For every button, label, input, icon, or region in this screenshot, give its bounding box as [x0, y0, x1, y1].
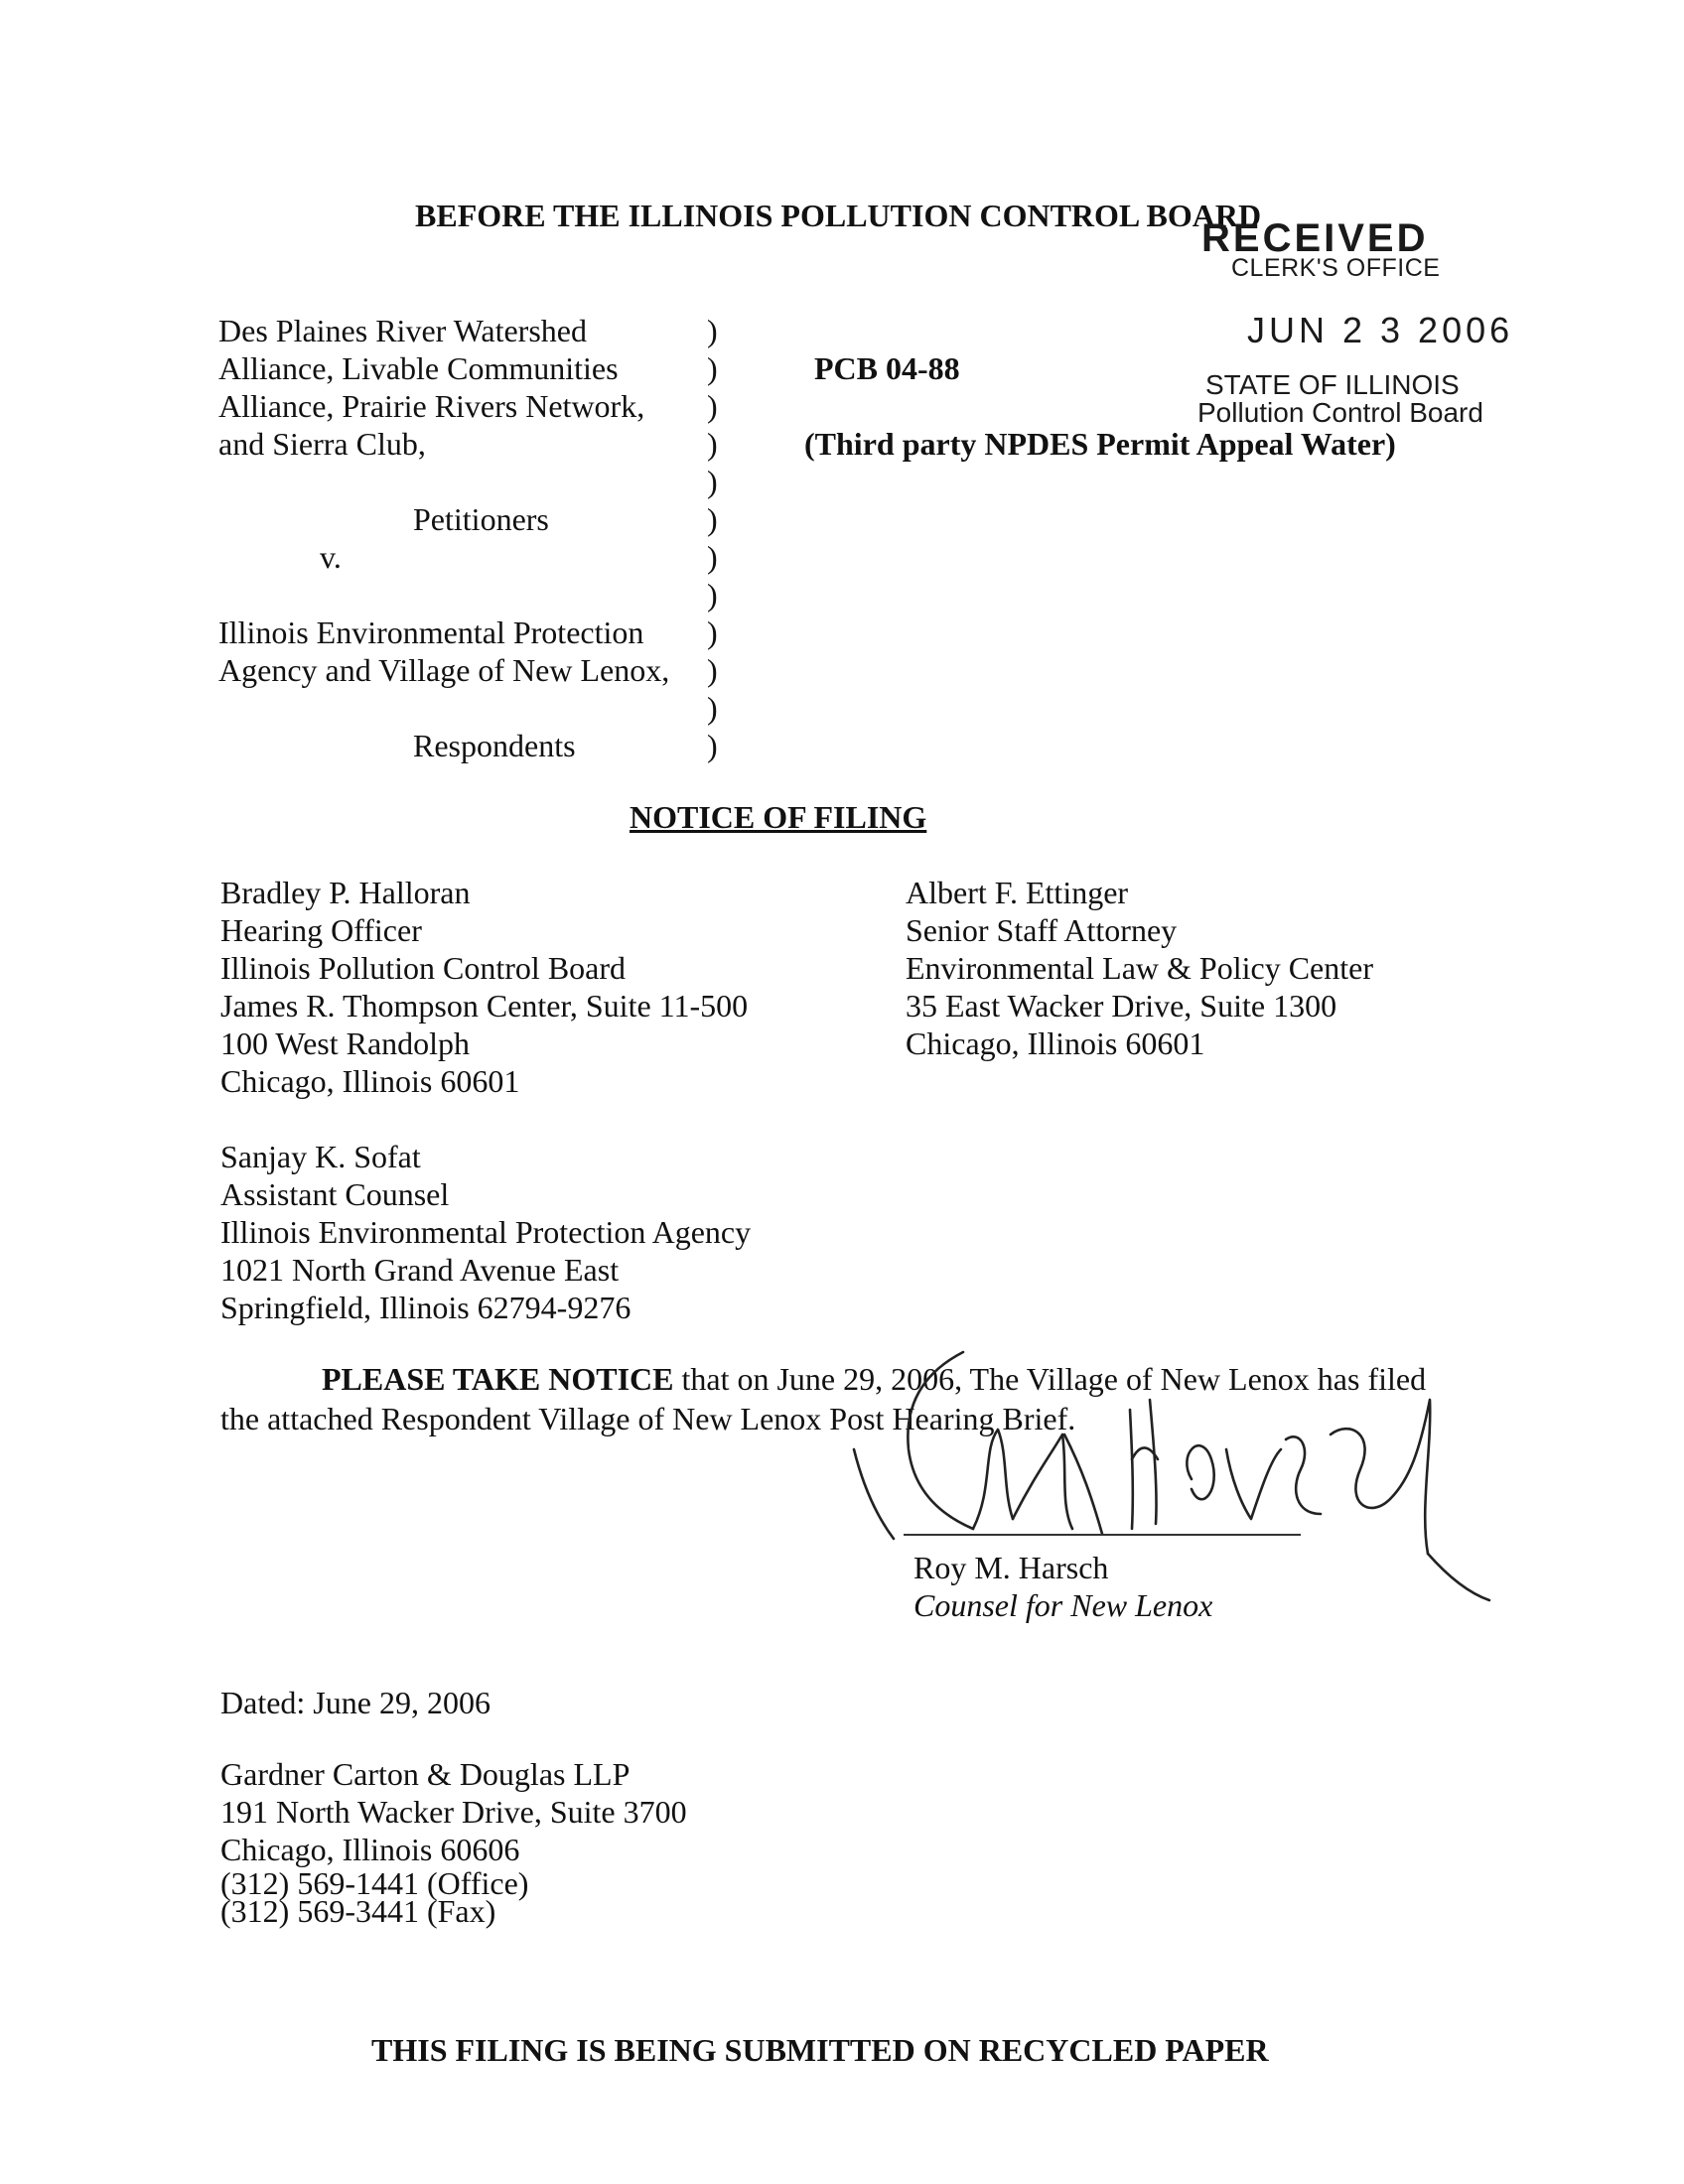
notice-line1-rest: that on June 29, 2006, The Village of New Lenox has filed: [673, 1361, 1427, 1397]
recipient-line: Environmental Law & Policy Center: [906, 950, 1373, 986]
recipient-line: Chicago, Illinois 60601: [906, 1025, 1205, 1061]
recycled-paper-footer: THIS FILING IS BEING SUBMITTED ON RECYCLED PAPER: [371, 2032, 1269, 2068]
recipient-line: James R. Thompson Center, Suite 11-500: [220, 988, 749, 1024]
recipient-halloran: [220, 874, 748, 1100]
recipient-line: Springfield, Illinois 62794-9276: [220, 1290, 632, 1325]
paren: ): [707, 614, 718, 650]
firm-block: [220, 1756, 687, 1929]
board-title: BEFORE THE ILLINOIS POLLUTION CONTROL BOARD: [415, 198, 1262, 233]
paren: ): [707, 501, 718, 537]
recipient-line: Illinois Environmental Protection Agency: [220, 1214, 752, 1250]
petitioners-block: [218, 312, 644, 463]
paren: ): [707, 388, 718, 424]
stamp-board: Pollution Control Board: [1197, 397, 1483, 428]
caption-parentheses: [707, 312, 718, 764]
paren: ): [707, 313, 718, 348]
firm-line: (312) 569-1441 (Office): [220, 1865, 529, 1901]
firm-line: (312) 569-3441 (Fax): [220, 1893, 496, 1929]
firm-line: Chicago, Illinois 60606: [220, 1832, 520, 1867]
notice-title: NOTICE OF FILING: [630, 799, 927, 835]
recipient-line: Bradley P. Halloran: [220, 875, 471, 910]
respondents-block: [218, 614, 669, 689]
recipient-line: 35 East Wacker Drive, Suite 1300: [906, 988, 1337, 1024]
paren: ): [707, 690, 718, 726]
signer-name: Roy M. Harsch: [913, 1550, 1109, 1585]
paren: ): [707, 728, 718, 763]
stamp-date: JUN 2 3 2006: [1247, 310, 1514, 350]
firm-line: 191 North Wacker Drive, Suite 3700: [220, 1794, 687, 1830]
recipient-sofat: [220, 1138, 751, 1326]
recipient-line: Senior Staff Attorney: [906, 912, 1178, 948]
received-stamp: RECEIVED: [1201, 216, 1429, 260]
recipient-ettinger: [906, 874, 1373, 1062]
notice-lead: PLEASE TAKE NOTICE: [322, 1361, 674, 1397]
recipient-line: 100 West Randolph: [220, 1025, 471, 1061]
recipient-line: Sanjay K. Sofat: [220, 1139, 421, 1174]
recipient-line: Hearing Officer: [220, 912, 422, 948]
petitioners-line: Alliance, Livable Communities: [218, 350, 619, 386]
recipient-line: Assistant Counsel: [220, 1176, 450, 1212]
paren: ): [707, 464, 718, 499]
recipient-line: Albert F. Ettinger: [906, 875, 1129, 910]
respondents-line: Illinois Environmental Protection: [218, 614, 644, 650]
recipient-line: Chicago, Illinois 60601: [220, 1063, 520, 1099]
paren: ): [707, 426, 718, 462]
case-type: (Third party NPDES Permit Appeal Water): [804, 426, 1396, 462]
clerks-office-stamp: CLERK'S OFFICE: [1231, 254, 1441, 282]
firm-line: Gardner Carton & Douglas LLP: [220, 1756, 631, 1792]
paren: ): [707, 350, 718, 386]
case-number: PCB 04-88: [814, 350, 960, 386]
recipient-line: 1021 North Grand Avenue East: [220, 1252, 620, 1288]
dated-line: Dated: June 29, 2006: [220, 1685, 491, 1720]
petitioners-line: Alliance, Prairie Rivers Network,: [218, 388, 645, 424]
signer-role: Counsel for New Lenox: [913, 1587, 1213, 1623]
paren: ): [707, 539, 718, 575]
respondents-line: Agency and Village of New Lenox,: [218, 652, 670, 688]
petitioners-label: Petitioners: [413, 501, 549, 537]
stamp-state: STATE OF ILLINOIS: [1205, 369, 1460, 400]
petitioners-line: Des Plaines River Watershed: [218, 313, 587, 348]
versus: v.: [320, 539, 342, 575]
recipient-line: Illinois Pollution Control Board: [220, 950, 627, 986]
respondents-label: Respondents: [413, 728, 576, 763]
paren: ): [707, 577, 718, 613]
notice-body-line-2: the attached Respondent Village of New Lenox Post Hearing Brief.: [220, 1401, 1076, 1436]
petitioners-line: and Sierra Club,: [218, 426, 426, 462]
paren: ): [707, 652, 718, 688]
